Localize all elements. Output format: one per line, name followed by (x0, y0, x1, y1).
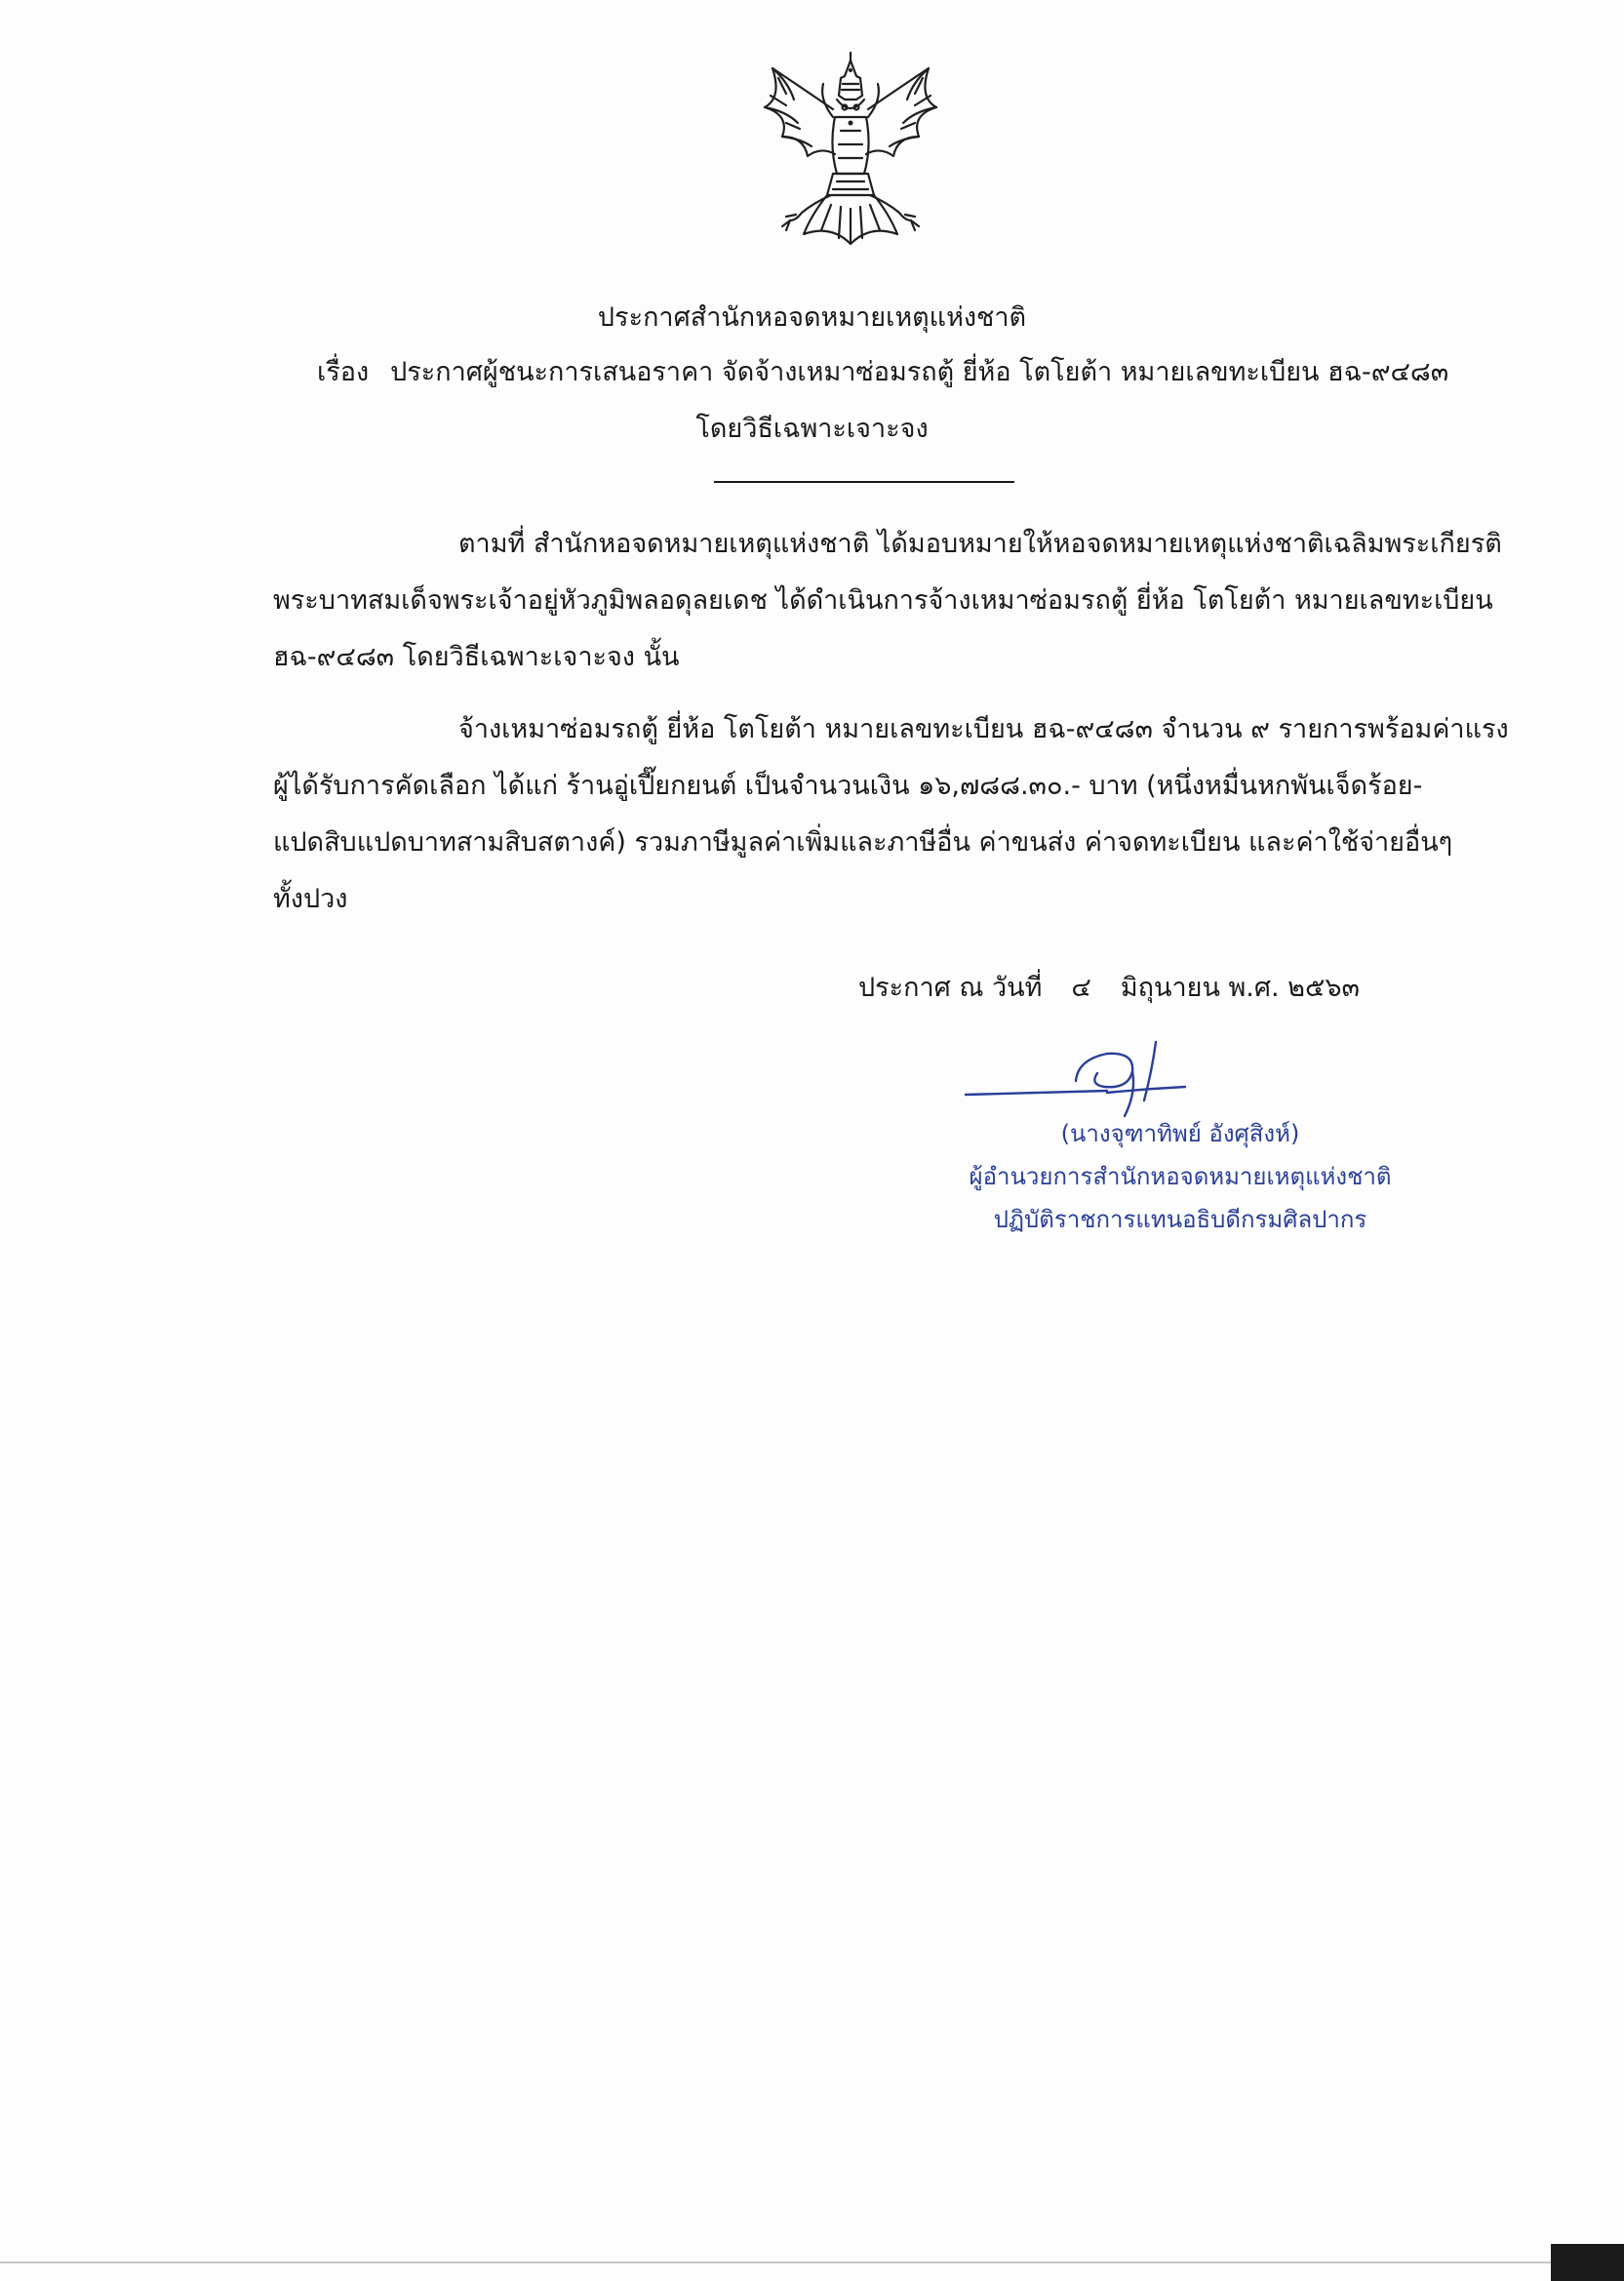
subject-label: เรื่อง (317, 357, 370, 387)
scan-corner-shadow (1551, 2244, 1624, 2281)
signatory-name: (นางจุฑาทิพย์ อังศุสิงห์) (1060, 1120, 1300, 1147)
date-month-year: มิถุนายน พ.ศ. ๒๕๖๓ (1120, 973, 1360, 1003)
paragraph-1-line-2: พระบาทสมเด็จพระเจ้าอยู่หัวภูมิพลอดุลยเดช ได้ดำเนินการจ้างเหมาซ่อมรถตู้ ยี่ห้อ โตโยต้า หมายเลขทะเบียน (273, 585, 1493, 616)
header-divider (714, 481, 1014, 483)
paragraph-1-line-1: ตามที่ สำนักหอจดหมายเหตุแห่งชาติ ได้มอบหมายให้หอจดหมายเหตุแห่งชาติเฉลิมพระเกียรติ (458, 529, 1502, 559)
subject-text: ประกาศผู้ชนะการเสนอราคา จัดจ้างเหมาซ่อมรถตู้ ยี่ห้อ โตโยต้า หมายเลขทะเบียน ฮฉ-๙๔๘๓ (390, 357, 1449, 387)
scan-edge-line (0, 2261, 1624, 2263)
announcement-date (858, 971, 1360, 1006)
paragraph-2-line-1: จ้างเหมาซ่อมรถตู้ ยี่ห้อ โตโยต้า หมายเลขทะเบียน ฮฉ-๙๔๘๓ จำนวน ๙ รายการพร้อมค่าแรง (458, 714, 1509, 744)
document-title: ประกาศสำนักหอจดหมายเหตุแห่งชาติ (597, 302, 1027, 333)
handwritten-signature (961, 1032, 1253, 1125)
paragraph-2-line-2: ผู้ได้รับการคัดเลือก ได้แก่ ร้านอู่เปี๊ยกยนต์ เป็นจำนวนเงิน ๑๖,๗๘๘.๓๐.- บาท (หนึ่งหมื่นหกพันเจ็ดร้อย- (273, 771, 1423, 801)
date-day: ๔ (1071, 973, 1091, 1003)
paragraph-1-line-3: ฮฉ-๙๔๘๓ โดยวิธีเฉพาะเจาะจง นั้น (273, 642, 680, 672)
signatory-position: ผู้อำนวยการสำนักหอจดหมายเหตุแห่งชาติ (969, 1163, 1392, 1190)
garuda-emblem-icon (743, 49, 958, 259)
date-prefix: ประกาศ ณ วันที่ (858, 973, 1043, 1003)
paragraph-2-line-4: ทั้งปวง (273, 884, 348, 914)
subject-line (317, 355, 1448, 390)
signatory-acting-position: ปฏิบัติราชการแทนอธิบดีกรมศิลปากร (993, 1206, 1367, 1233)
paragraph-2-line-3: แปดสิบแปดบาทสามสิบสตางค์) รวมภาษีมูลค่าเพิ่มและภาษีอื่น ค่าขนส่ง ค่าจดทะเบียน และค่าใช้จ่ายอื่นๆ (273, 827, 1453, 858)
procurement-method: โดยวิธีเฉพาะเจาะจง (695, 414, 929, 444)
